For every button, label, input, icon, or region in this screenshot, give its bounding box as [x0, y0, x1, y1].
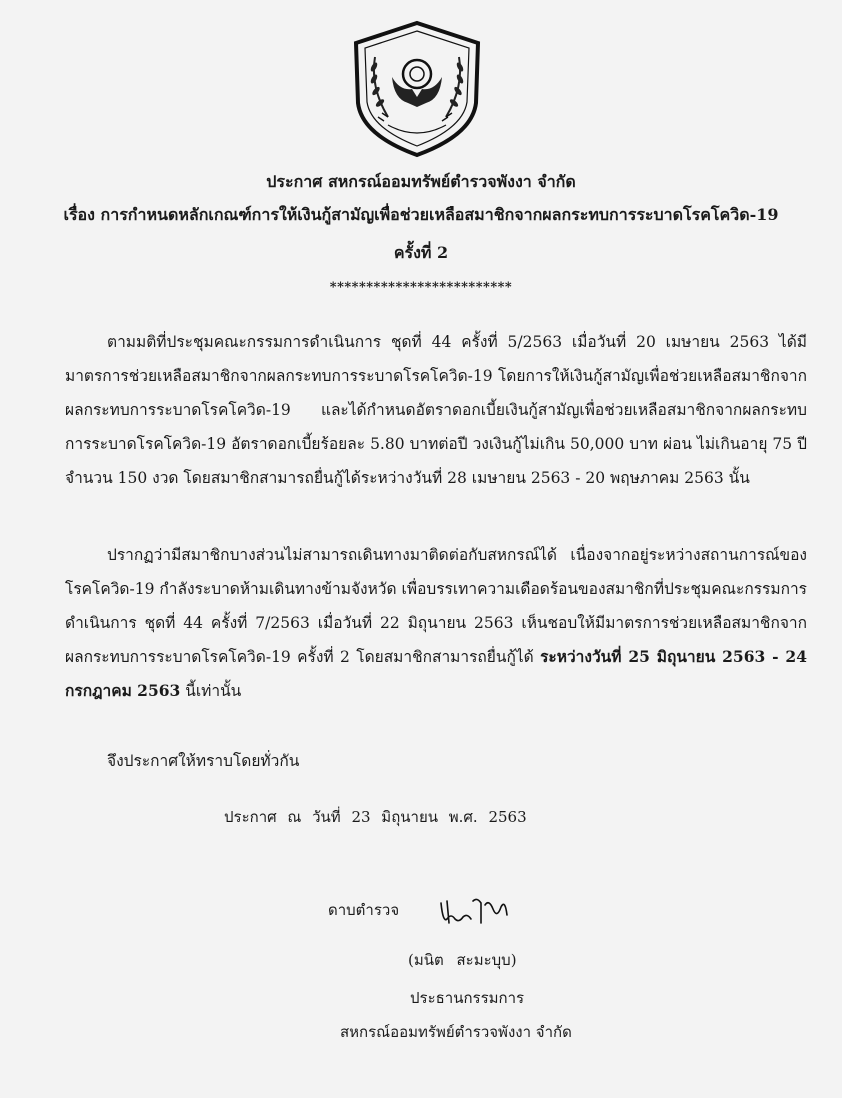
announcement-round: ครั้งที่ 2 — [393, 243, 449, 262]
paragraph-new-measure — [65, 538, 807, 708]
announcement-subject: เรื่อง การกำหนดหลักเกณฑ์การให้เงินกู้สามัญเพื่อช่วยเหลือสมาชิกจากผลกระทบการระบาดโรคโควิด-19 — [63, 205, 779, 224]
paragraph-closing: จึงประกาศให้ทราบโดยทั่วกัน — [107, 752, 300, 770]
title-separator: ************************* — [329, 280, 513, 295]
paragraph-background: ตามมติที่ประชุมคณะกรรมการดำเนินการ ชุดที่ 44 ครั้งที่ 5/2563 เมื่อวันที่ 20 เมษายน 2563 ได้มีมาตรการช่วยเหลือสมาชิกจากผลกระทบการระบาดโรคโควิด-19 โดยการให้เงินกู้สามัญเพื่อช่วยเหลือสมาชิกจากผลกระทบการระบาดโรคโควิด-19 และได้กำหนดอัตราดอกเบี้ยเงินกู้สามัญเพื่อช่วยเหลือสมาชิกจากผลกระทบการระบาดโรคโควิด-19 อัตราดอกเบี้ยร้อยละ 5.80 บาทต่อปี วงเงินกู้ไม่เกิน 50,000 บาท ผ่อน ไม่เกินอายุ 75 ปี จำนวน 150 งวด โดยสมาชิกสามารถยื่นกู้ได้ระหว่างวันที่ 28 เมษายน 2563 - 20 พฤษภาคม 2563 นั้น — [65, 333, 807, 487]
seal-graphic — [348, 17, 486, 159]
paragraph-new-measure-tail: นี้เท่านั้น — [180, 682, 242, 700]
signature-scribble — [435, 893, 515, 929]
paragraph-new-measure-text: ปรากฏว่ามีสมาชิกบางส่วนไม่สามารถเดินทางมาติดต่อกับสหกรณ์ได้ เนื่องจากอยู่ระหว่างสถานการณ์ของโรคโควิด-19 กำลังระบาดห้ามเดินทางข้ามจังหวัด เพื่อบรรเทาความเดือดร้อนของสมาชิกที่ประชุมคณะกรรมการดำเนินการ ชุดที่ 44 ครั้งที่ 7/2563 เมื่อวันที่ 22 มิถุนายน 2563 เห็นชอบให้มีมาตรการช่วยเหลือสมาชิกจากผลกระทบการระบาดโรคโควิด-19 ครั้งที่ 2 โดยสมาชิกสามารถยื่นกู้ได้ — [65, 546, 807, 666]
handwritten-signature-icon — [435, 893, 515, 929]
signatory-organization: สหกรณ์ออมทรัพย์ตำรวจพังงา จำกัด — [340, 1023, 572, 1041]
signatory-rank: ดาบตำรวจ — [328, 901, 400, 919]
cooperative-seal-icon — [348, 17, 486, 159]
signatory-name: (มนิต สะมะบุบ) — [408, 951, 517, 969]
announcement-title: ประกาศ สหกรณ์ออมทรัพย์ตำรวจพังงา จำกัด — [266, 172, 576, 191]
announcement-date: ประกาศ ณ วันที่ 23 มิถุนายน พ.ศ. 2563 — [224, 808, 527, 826]
application-period: ระหว่างวันที่ 25 มิถุนายน 2563 - 24 กรกฎาคม 2563 — [65, 647, 807, 700]
signatory-position: ประธานกรรมการ — [410, 989, 525, 1007]
